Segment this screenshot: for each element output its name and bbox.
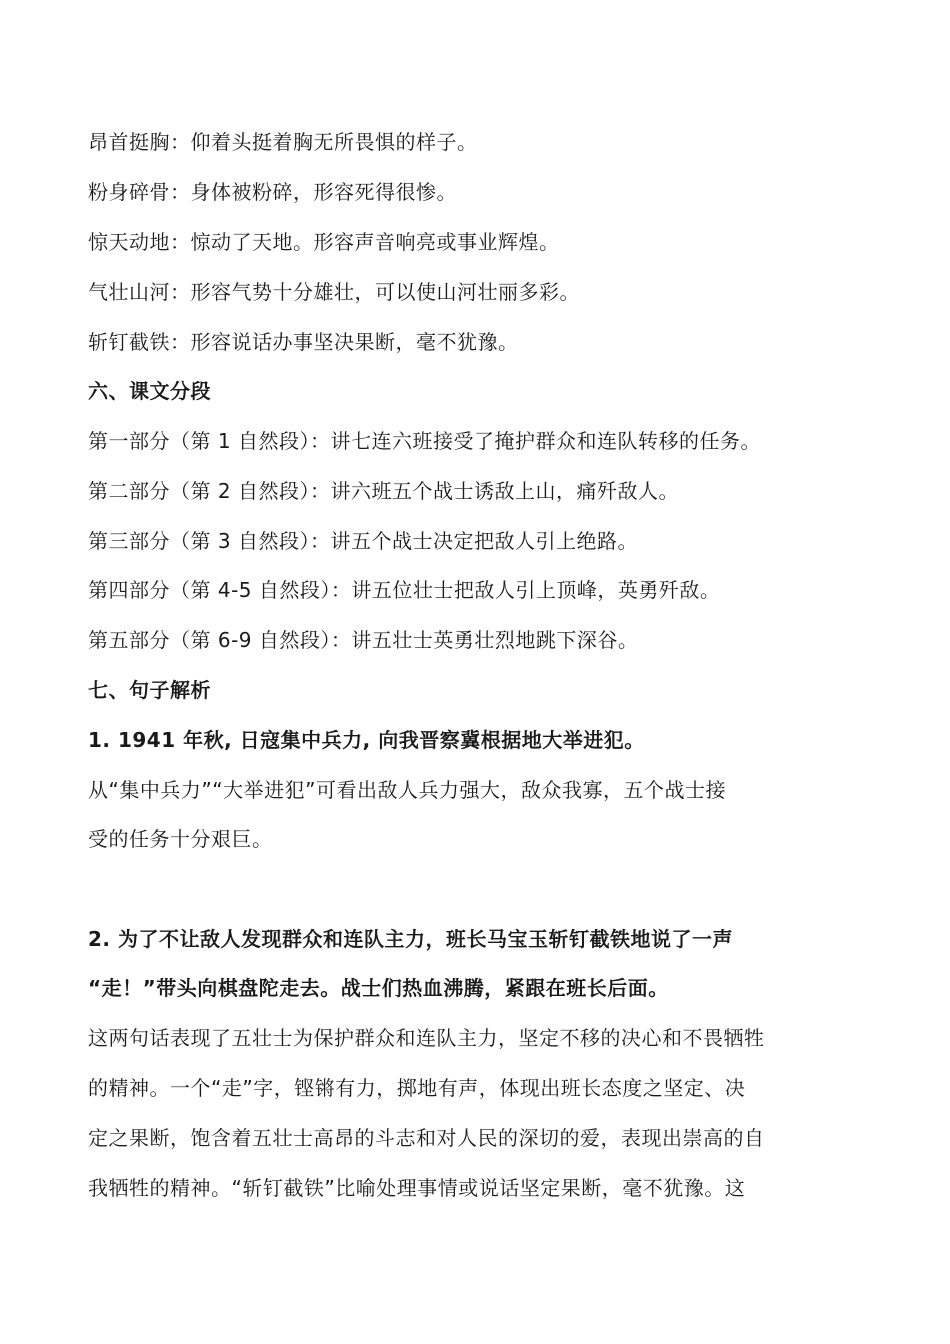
sentence-2-analysis-line: 我牺牲的精神。“斩钉截铁”比喻处理事情或说话坚定果断，毫不犹豫。这 [88,1176,746,1200]
sentence-2-quote-line: “走！”带头向棋盘陀走去。战士们热血沸腾，紧跟在班长后面。 [88,976,669,1000]
sentence-2-analysis-line: 这两句话表现了五壮士为保护群众和连队主力，坚定不移的决心和不畏牺牲 [88,1026,765,1050]
sentence-1-analysis-line: 从“集中兵力”“大举进犯”可看出敌人兵力强大，敌众我寡，五个战士接 [88,778,726,802]
sentence-1-quote: 1. 1941 年秋, 日寇集中兵力, 向我晋察冀根据地大举进犯。 [88,728,645,752]
sentence-2-analysis-line: 定之果断，饱含着五壮士高昂的斗志和对人民的深切的爱，表现出崇高的自 [88,1126,765,1150]
section-part-line: 第五部分（第 6-9 自然段）：讲五壮士英勇壮烈地跳下深谷。 [88,628,639,652]
idiom-line: 气壮山河：形容气势十分雄壮，可以使山河壮丽多彩。 [88,280,580,304]
section-part-line: 第一部分（第 1 自然段）：讲七连六班接受了掩护群众和连队转移的任务。 [88,429,761,453]
section-heading-sentence-analysis: 七、句子解析 [88,678,211,702]
idiom-line: 昂首挺胸：仰着头挺着胸无所畏惧的样子。 [88,130,478,154]
idiom-line: 粉身碎骨：身体被粉碎，形容死得很惨。 [88,180,457,204]
sentence-1-analysis-line: 受的任务十分艰巨。 [88,827,273,851]
section-part-line: 第四部分（第 4-5 自然段）：讲五位壮士把敌人引上顶峰，英勇歼敌。 [88,578,721,602]
idiom-line: 惊天动地：惊动了天地。形容声音响亮或事业辉煌。 [88,230,560,254]
sentence-2-analysis-line: 的精神。一个“走”字，铿锵有力，掷地有声，体现出班长态度之坚定、决 [88,1076,746,1100]
section-heading-paragraphing: 六、课文分段 [88,379,211,403]
section-part-line: 第二部分（第 2 自然段）：讲六班五个战士诱敌上山，痛歼敌人。 [88,479,679,503]
sentence-2-quote-line: 2. 为了不让敌人发现群众和连队主力，班长马宝玉斩钉截铁地说了一声 [88,927,733,951]
idiom-line: 斩钉截铁：形容说话办事坚决果断，毫不犹豫。 [88,330,519,354]
section-part-line: 第三部分（第 3 自然段）：讲五个战士决定把敌人引上绝路。 [88,529,638,553]
